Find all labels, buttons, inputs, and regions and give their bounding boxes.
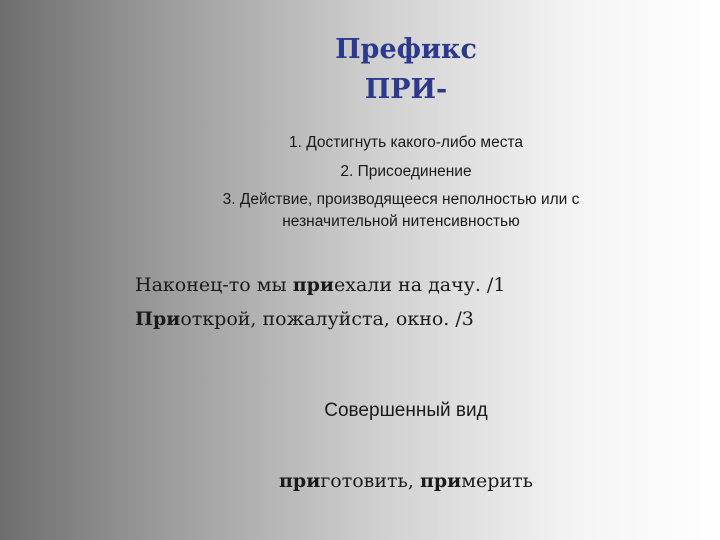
definition-item: 3. Действие, производящееся неполностью или с незначительной нитенсивностью bbox=[222, 191, 580, 230]
example-sentence bbox=[135, 302, 505, 336]
verb-rest: готовить bbox=[320, 470, 408, 492]
prefix-highlight: при bbox=[279, 470, 321, 492]
slide-title bbox=[0, 30, 720, 110]
title-line-2: ПРИ- bbox=[364, 74, 448, 105]
definition-item: 1. Достигнуть какого-либо места bbox=[289, 134, 523, 151]
aspect-label: Совершенный вид bbox=[324, 400, 488, 421]
verb-separator: , bbox=[407, 470, 420, 492]
definitions-list bbox=[0, 128, 720, 233]
verb-rest: мерить bbox=[461, 470, 533, 492]
example-lead: Наконец-то мы bbox=[135, 274, 293, 296]
example-rest: открой, пожалуйста, окно. bbox=[180, 308, 450, 330]
title-line-1: Префикс bbox=[335, 34, 477, 65]
prefix-highlight: при bbox=[419, 470, 462, 492]
definition-item: 2. Присоединение bbox=[340, 163, 472, 180]
verb-examples bbox=[0, 470, 720, 492]
example-sentence bbox=[135, 268, 505, 302]
example-ref: /1 bbox=[480, 274, 506, 296]
prefix-highlight: При bbox=[135, 308, 181, 330]
example-rest: ехали на дачу. bbox=[333, 274, 481, 296]
prefix-highlight: при bbox=[292, 274, 334, 296]
examples-block bbox=[135, 268, 505, 336]
example-ref: /3 bbox=[449, 308, 474, 330]
